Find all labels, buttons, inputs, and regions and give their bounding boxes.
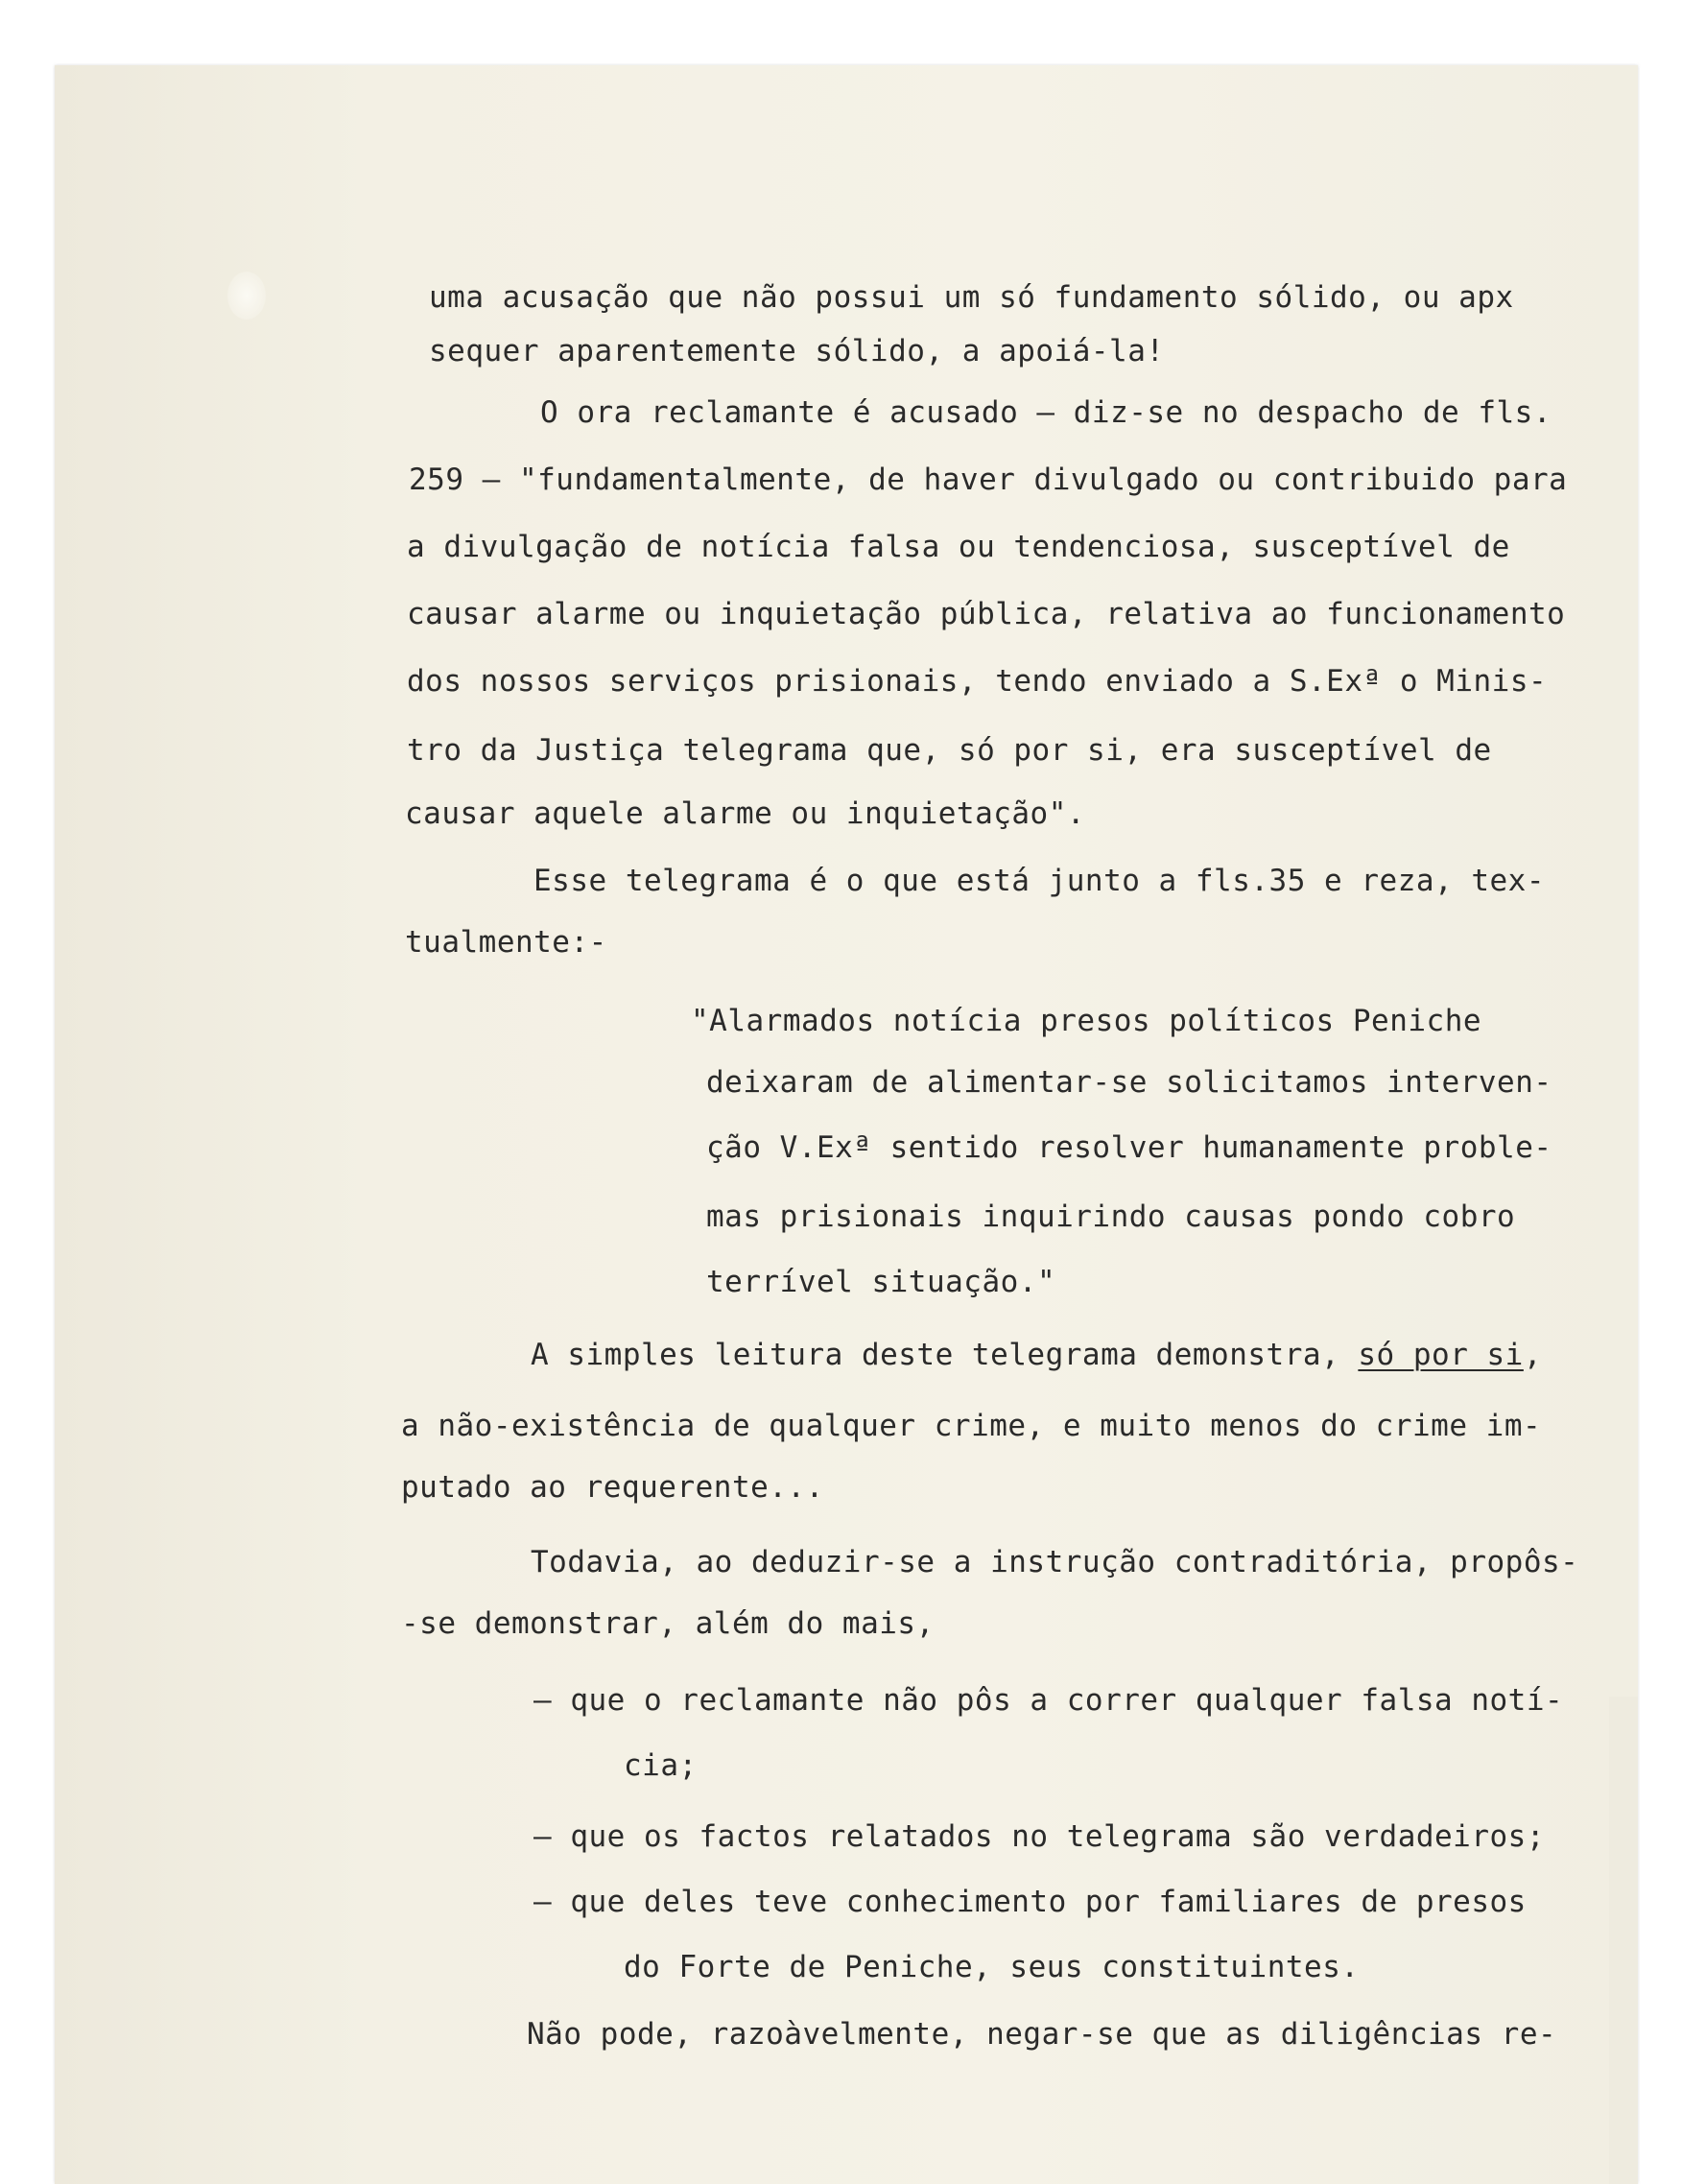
item-line-2: cia; [624,1748,698,1783]
text-line-3: O ora reclamante é acusado — diz-se no despacho de fls. [540,395,1552,430]
item-line-5: do Forte de Peniche, seus constituintes. [624,1950,1360,1984]
text-line-10: Esse telegrama é o que está junto a fls.35 e reza, tex- [533,864,1545,898]
underlined-emphasis: só por si [1358,1338,1524,1372]
text-line-12 [531,1336,1542,1374]
telegram-line-5: terrível situação." [706,1265,1056,1299]
text-line-6: causar alarme ou inquietação pública, relativa ao funcionamento [407,597,1566,631]
telegram-line-4: mas prisionais inquirindo causas pondo cobro [706,1199,1516,1234]
text-line-16: -se demonstrar, além do mais, [401,1606,935,1641]
telegram-line-3: ção V.Exª sentido resolver humanamente proble- [706,1130,1552,1165]
text-line-12-end: , [1523,1338,1543,1372]
text-line-9: causar aquele alarme ou inquietação". [405,796,1086,831]
text-line-15: Todavia, ao deduzir-se a instrução contraditória, propôs- [531,1545,1579,1579]
telegram-line-1: "Alarmados notícia presos políticos Peniche [691,1004,1482,1038]
item-line-1: — que o reclamante não pôs a correr qualquer falsa notí- [533,1683,1564,1718]
text-line-11: tualmente:- [405,925,607,960]
text-line-7: dos nossos serviços prisionais, tendo enviado a S.Exª o Minis- [407,664,1548,699]
text-line-13: a não-existência de qualquer crime, e muito menos do crime im- [401,1409,1542,1443]
text-line-4: 259 — "fundamentalmente, de haver divulgado ou contribuido para [409,463,1568,497]
text-line-2: sequer aparentemente sólido, a apoiá-la! [429,334,1165,368]
telegram-line-2: deixaram de alimentar-se solicitamos interven- [706,1065,1552,1100]
text-line-14: putado ao requerente... [401,1470,824,1505]
item-line-4: — que deles teve conhecimento por familiares de presos [533,1885,1527,1919]
paper-sheet [55,65,1638,2184]
text-line-5: a divulgação de notícia falsa ou tendenciosa, susceptível de [407,530,1510,564]
text-line-1: uma acusação que não possui um só fundamento sólido, ou apx [429,280,1514,315]
text-line-12-start: A simples leitura deste telegrama demonstra, [531,1338,1340,1372]
paper-mark [227,272,266,320]
text-line-17: Não pode, razoàvelmente, negar-se que as diligências re- [527,2017,1557,2052]
text-line-8: tro da Justiça telegrama que, só por si, era susceptível de [407,733,1492,768]
item-line-3: — que os factos relatados no telegrama são verdadeiros; [533,1819,1545,1854]
